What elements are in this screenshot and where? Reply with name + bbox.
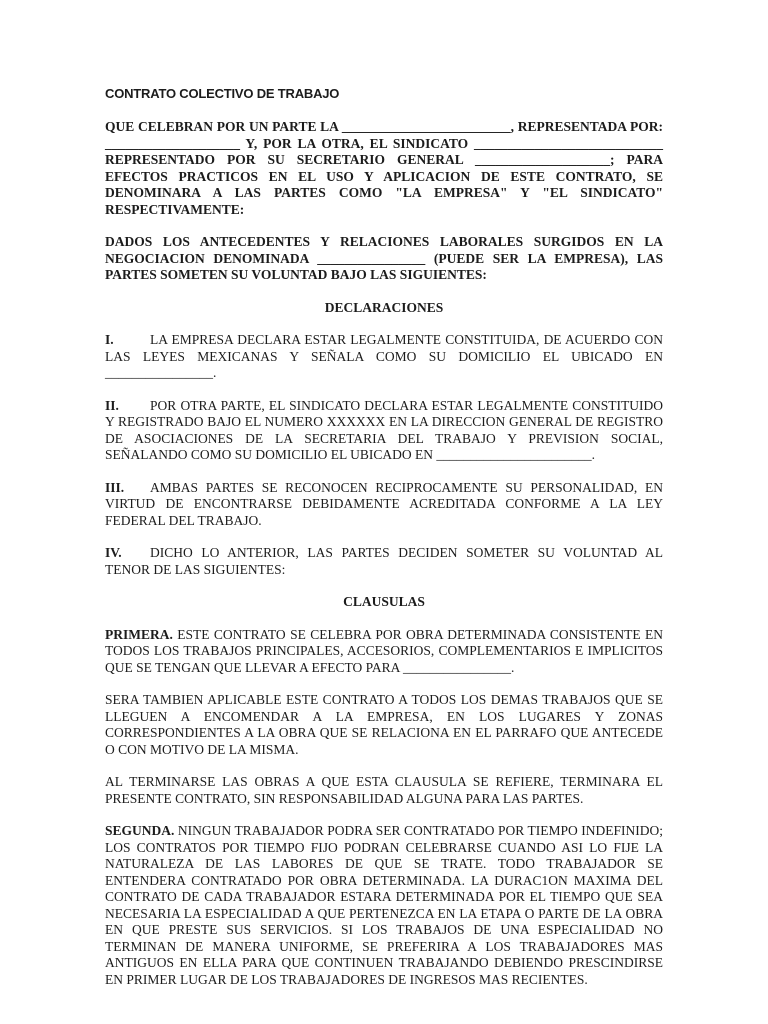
- declaracion-numeral-2: II.: [105, 397, 119, 413]
- clausulas-heading: CLAUSULAS: [343, 594, 425, 609]
- document-title: CONTRATO COLECTIVO DE TRABAJO: [105, 86, 340, 101]
- declaraciones-heading: DECLARACIONES: [324, 299, 444, 315]
- declaracion-numeral-3: III.: [105, 479, 125, 495]
- declaracion-text-4: DICHO LO ANTERIOR, LAS PARTES DECIDEN SOMETER SU VOLUNTAD AL TENOR DE LAS SIGUIENTES:: [105, 545, 663, 577]
- clausula-text-4: NINGUN TRABAJADOR PODRA SER CONTRATADO POR TIEMPO INDEFINIDO; LOS CONTRATOS POR TIEMPO FIJO PODRAN CELEBRARSE CUANDO ASI LO FIJE LA NATURALEZA DE LAS LABORES DE QUE SE TRATE. TODO TRABAJADOR SE ENTENDERA CONTRATADO POR OBRA DETERMINADA. LA DURAC1ON MAXIMA DEL CONTRATO DE CADA TRABAJADOR ESTARA DETERMINADA POR EL TIEMPO QUE SEA NECESARIA LA ESPECIALIDAD A QUE PERTENEZCA EN LA ETAPA O PARTE DE LA OBRA EN QUE PRESTE SUS SERVICIOS. SI LOS TRABAJOS DE UNA ESPECIALIDAD NO TERMINAN DE MANERA UNIFORME, SE PREFERIRA A LOS TRABAJADORES MAS ANTIGUOS EN ELLA PARA QUE CONTINUEN TRABAJANDO DEBIENDO PRESCINDIRSE EN PRIMER LUGAR DE LOS TRABAJADORES DE INGRESOS MAS RECIENTES.: [105, 823, 664, 987]
- declaracion-paragraph-1: [105, 332, 663, 382]
- declaracion-paragraph-2: [105, 398, 663, 464]
- clausula-paragraph-4: [105, 823, 663, 988]
- clausula-label-1: PRIMERA.: [105, 626, 173, 642]
- clausula-text-2: SERA TAMBIEN APLICABLE ESTE CONTRATO A TODOS LOS DEMAS TRABAJOS QUE SE LLEGUEN A ENCOMENDAR A LA EMPRESA, EN LOS LUGARES Y ZONAS CORRESPONDIENTES A LA OBRA QUE SE RELACIONA EN EL PARRAFO QUE ANTECEDE O CON MOTIVO DE LA MISMA.: [105, 692, 663, 757]
- declaracion-numeral-1: I.: [105, 332, 114, 347]
- clausula-paragraph-1: [105, 627, 663, 677]
- declaracion-numeral-4: IV.: [105, 545, 122, 560]
- clausula-text-3: AL TERMINARSE LAS OBRAS A QUE ESTA CLAUSULA SE REFIERE, TERMINARA EL PRESENTE CONTRATO, SIN RESPONSABILIDAD ALGUNA PARA LAS PARTES.: [105, 774, 663, 806]
- declaracion-text-1: LA EMPRESA DECLARA ESTAR LEGALMENTE CONSTITUIDA, DE ACUERDO CON LAS LEYES MEXICANAS Y SEÑALA COMO SU DOMICILIO EL UBICADO EN ________________.: [105, 332, 663, 380]
- clausula-paragraph-3: [105, 774, 663, 807]
- clausula-label-4: SEGUNDA.: [105, 823, 175, 838]
- declaracion-text-2: POR OTRA PARTE, EL SINDICATO DECLARA ESTAR LEGALMENTE CONSTITUIDO Y REGISTRADO BAJO EL NUMERO XXXXXX EN LA DIRECCION GENERAL DE REGISTRO DE ASOCIACIONES DE LA SECRETARIA DEL TRABAJO Y PREVISION SOCIAL, SEÑALANDO COMO SU DOMICILIO EL UBICADO EN _______________________.: [105, 397, 663, 462]
- clausula-paragraph-2: [105, 692, 663, 758]
- declaracion-paragraph-4: [105, 545, 663, 578]
- intro-paragraph-2: DADOS LOS ANTECEDENTES Y RELACIONES LABORALES SURGIDOS EN LA NEGOCIACION DENOMINADA ________________ (PUEDE SER LA EMPRESA), LAS PARTES SOMETEN SU VOLUNTAD BAJO LAS SIGUIENTES:: [105, 234, 663, 282]
- clausula-text-1: ESTE CONTRATO SE CELEBRA POR OBRA DETERMINADA CONSISTENTE EN TODOS LOS TRABAJOS PRINCIPALES, ACCESORIOS, COMPLEMENTARIOS E IMPLICITOS QUE SE TENGAN QUE LLEVAR A EFECTO PARA ________________.: [105, 626, 664, 675]
- declaracion-paragraph-3: [105, 480, 663, 530]
- intro-paragraph-1: QUE CELEBRAN POR UN PARTE LA _________________________, REPRESENTADA POR: ____________________ Y, POR LA OTRA, EL SINDICATO ____________________________ REPRESENTADO POR SU SECRETARIO GENERAL ____________________; PARA EFECTOS PRACTICOS EN EL USO Y APLICACION DE ESTE CONTRATO, SE DENOMINARA A LAS PARTES COMO "LA EMPRESA" Y "EL SINDICATO" RESPECTIVAMENTE:: [105, 119, 663, 217]
- declaracion-text-3: AMBAS PARTES SE RECONOCEN RECIPROCAMENTE SU PERSONALIDAD, EN VIRTUD DE ENCONTRARSE DEBIDAMENTE ACREDITADA CONFORME A LA LEY FEDERAL DEL TRABAJO.: [105, 479, 663, 528]
